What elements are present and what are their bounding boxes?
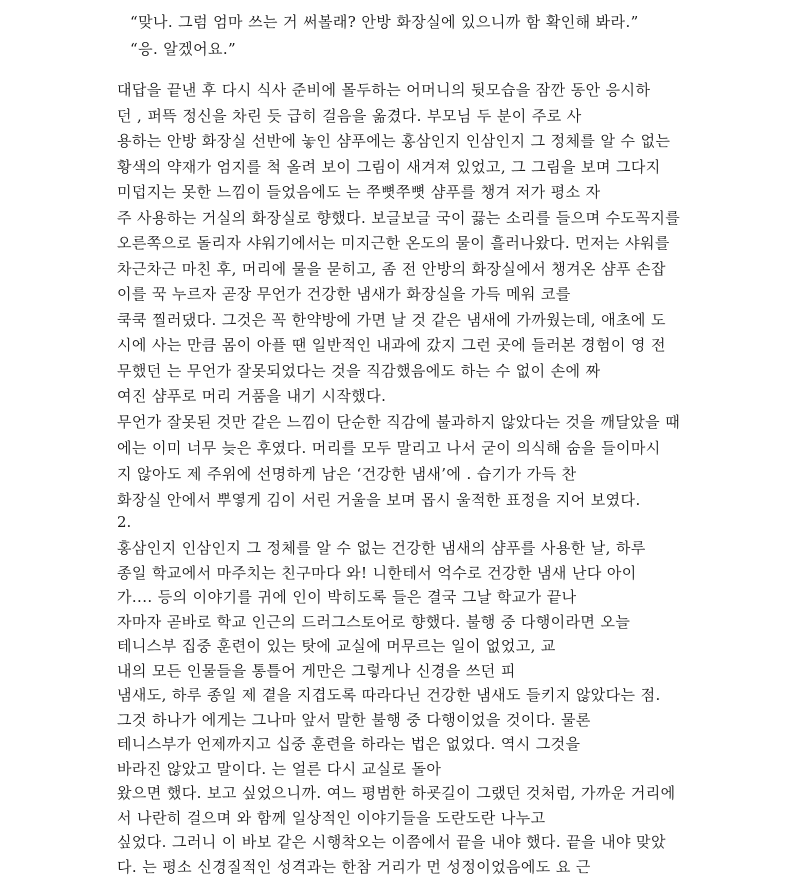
- paragraph-line: 테니스부 집중 훈련이 있는 탓에 교실에 머무르는 일이 없었고, 교: [117, 637, 556, 655]
- paragraph-line: 차근차근 마친 후, 머리에 물을 묻히고, 좀 전 안방의 화장실에서 챙겨온 샴푸 손잡: [117, 259, 666, 278]
- paragraph-line: 그것 하나가 에게는 그나마 앞서 말한 불행 중 다행이었을 것이다. 물론: [117, 710, 591, 729]
- paragraph-line: 왔으면 했다. 보고 싶었으니까. 여느 평범한 하굣길이 그랬던 것처럼, 가까운 거리에: [117, 784, 676, 802]
- paragraph-line: 에는 이미 너무 늦은 후였다. 머리를 모두 말리고 나서 굳이 의식해 숨을 들이마시: [117, 439, 661, 457]
- paragraph-line: 여진 샴푸로 머리 거품을 내기 시작했다.: [117, 387, 387, 405]
- paragraph-line: 이를 꾹 누르자 곧장 무언가 건강한 냄새가 화장실을 가득 메워 코를: [117, 285, 571, 303]
- paragraph-line: 시에 사는 만큼 몸이 아플 땐 일반적인 내과에 갔지 그런 곳에 들러본 경험이 영 전: [117, 336, 666, 354]
- paragraph-line: 던 , 퍼뜩 정신을 차린 듯 급히 걸음을 옮겼다. 부모님 두 분이 주로 사: [117, 106, 582, 125]
- paragraph-line: 테니스부가 언제까지고 십중 훈련을 하라는 법은 없었다. 역시 그것을: [117, 735, 581, 753]
- paragraph-line: 냄새도, 하루 종일 제 곁을 지겹도록 따라다닌 건강한 냄새도 들키지 않았다는 점.: [117, 686, 661, 704]
- paragraph-line: 무언가 잘못된 것만 같은 느낌이 단순한 직감에 불과하지 않았다는 것을 깨달았을 때: [117, 413, 681, 431]
- paragraph-line: 화장실 안에서 뿌옇게 김이 서린 거울을 보며 몹시 울적한 표정을 지어 보였다.: [117, 491, 641, 509]
- paragraph-line: 무했던 는 무언가 잘못되었다는 것을 직감했음에도 하는 수 없이 손에 짜: [117, 361, 601, 380]
- paragraph-line: 황색의 약재가 엄지를 척 올려 보이 그림이 새겨져 있었고, 그 그림을 보며 그다지: [117, 157, 661, 176]
- paragraph-line: 쿡쿡 찔러댔다. 그것은 꼭 한약방에 가면 날 것 같은 냄새에 가까웠는데, 애초에 도: [117, 310, 666, 329]
- paragraph-line: 싶었다. 그러니 이 바보 같은 시행착오는 이쯤에서 끝을 내야 했다. 끝을 내야 맞았: [117, 833, 666, 851]
- paragraph-line: 서 나란히 걸으며 와 함께 일상적인 이야기들을 도란도란 나누고: [117, 808, 546, 827]
- paragraph-line: 주 사용하는 거실의 화장실로 향했다. 보글보글 국이 끓는 소리를 들으며 수도꼭지를: [117, 208, 681, 227]
- paragraph-line: 용하는 안방 화장실 선반에 놓인 샴푸에는 홍삼인지 인삼인지 그 정체를 알 수 없는: [117, 132, 671, 150]
- paragraph-line: 지 않아도 제 주위에 선명하게 남은 ‘건강한 냄새’에 . 습기가 가득 찬: [117, 465, 577, 483]
- paragraph-line: 바라진 않았고 말이다. 는 얼른 다시 교실로 돌아: [117, 759, 442, 778]
- paragraph-line: 종일 학교에서 마주치는 친구마다 와! 니한테서 억수로 건강한 냄새 난다 아이: [117, 563, 637, 582]
- paragraph-line: 오른쪽으로 돌리자 샤워기에서는 미지근한 온도의 물이 흘러나왔다. 먼저는 샤워를: [117, 234, 670, 252]
- paragraph-line: 내의 모든 인물들을 통틀어 게만은 그렇게나 신경을 쓰던 피: [117, 661, 516, 680]
- paragraph-line: 다. 는 평소 신경질적인 성격과는 한참 거리가 먼 성정이었음에도 요 근: [117, 857, 591, 876]
- dialogue-line: “맞나. 그럼 엄마 쓰는 거 써볼래? 안방 화장실에 있으니까 함 확인해 봐라.”: [130, 13, 639, 31]
- dialogue-line: “응. 알겠어요.”: [130, 40, 237, 58]
- section-number: 2.: [117, 513, 132, 531]
- paragraph-line: 가.... 등의 이야기를 귀에 인이 박히도록 들은 결국 그날 학교가 끝나: [117, 588, 577, 606]
- paragraph-line: 홍삼인지 인삼인지 그 정체를 알 수 없는 건강한 냄새의 샴푸를 사용한 날, 하루: [117, 539, 646, 557]
- paragraph-line: 대답을 끝낸 후 다시 식사 준비에 몰두하는 어머니의 뒷모습을 잠깐 동안 응시하: [117, 81, 651, 99]
- paragraph-line: 미덥지는 못한 느낌이 들었음에도 는 쭈뼛쭈뼛 샴푸를 챙겨 저가 평소 자: [117, 183, 601, 201]
- paragraph-line: 자마자 곧바로 학교 인근의 드러그스토어로 향했다. 불행 중 다행이라면 오늘: [117, 612, 631, 631]
